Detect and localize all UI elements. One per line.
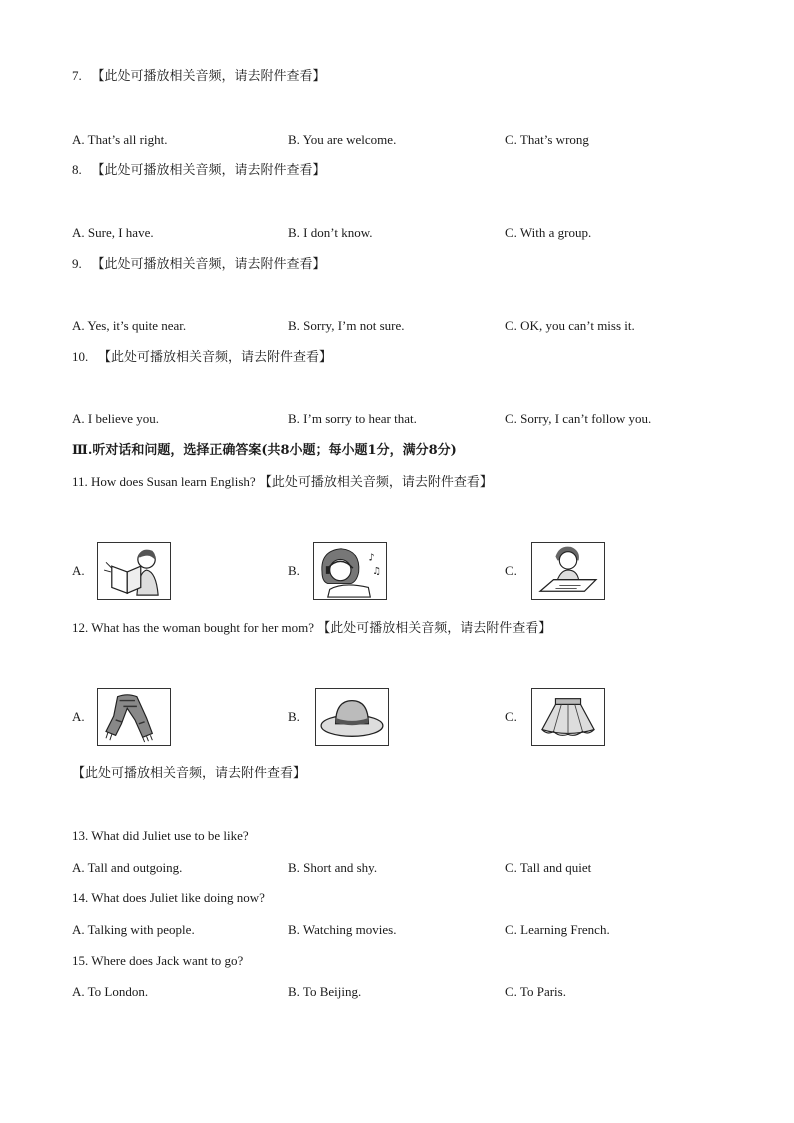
option-c-label: C. — [505, 709, 517, 724]
audio-note: 【此处可播放相关音频，请去附件查看】 — [258, 474, 493, 489]
option-b: B. You are welcome. — [288, 132, 397, 147]
question-12 — [72, 620, 551, 636]
question-14: 14. What does Juliet like doing now? — [72, 890, 265, 905]
audio-note: 【此处可播放相关音频，请去附件查看】 — [91, 68, 326, 83]
hat-icon — [316, 689, 388, 745]
option-b: B. I don’t know. — [288, 225, 373, 240]
option-a: A. Yes, it’s quite near. — [72, 318, 187, 333]
question-8 — [72, 162, 326, 178]
option-a: A. To London. — [72, 984, 149, 999]
svg-text:♫: ♫ — [372, 565, 381, 577]
question-text: 11. How does Susan learn English? — [72, 474, 256, 489]
question-7 — [72, 68, 326, 84]
girl-reading-book-icon — [98, 543, 170, 599]
option-a-label: A. — [72, 563, 85, 578]
option-a: A. That’s all right. — [72, 132, 168, 147]
option-c: C. Learning French. — [505, 922, 610, 937]
option-c: C. To Paris. — [505, 984, 566, 999]
audio-note: 【此处可播放相关音频，请去附件查看】 — [91, 256, 326, 271]
scarf-picture — [97, 688, 171, 746]
girl-writing-icon — [532, 543, 604, 599]
audio-note: 【此处可播放相关音频，请去附件查看】 — [317, 620, 552, 635]
option-a: A. I believe you. — [72, 411, 160, 426]
hat-picture — [315, 688, 389, 746]
option-b: B. Watching movies. — [288, 922, 397, 937]
girl-listening-music-icon — [314, 543, 386, 599]
girl-reading-book-picture — [97, 542, 171, 600]
skirt-icon — [532, 689, 604, 745]
option-a: A. Tall and outgoing. — [72, 860, 183, 875]
option-a-label: A. — [72, 709, 85, 724]
question-13: 13. What did Juliet use to be like? — [72, 828, 249, 843]
svg-text:♪: ♪ — [368, 552, 375, 564]
question-15: 15. Where does Jack want to go? — [72, 953, 244, 968]
section-heading: Ⅲ.听对话和问题，选择正确答案(共8小题；每小题1分，满分8分) — [72, 443, 457, 458]
option-c: C. Tall and quiet — [505, 860, 592, 875]
question-number: 10. — [72, 349, 89, 364]
question-11 — [72, 474, 493, 490]
option-a: A. Talking with people. — [72, 922, 195, 937]
option-c: C. Sorry, I can’t follow you. — [505, 411, 652, 426]
option-a: A. Sure, I have. — [72, 225, 154, 240]
option-b: B. Sorry, I’m not sure. — [288, 318, 405, 333]
question-10 — [72, 349, 332, 365]
option-c: C. OK, you can’t miss it. — [505, 318, 635, 333]
question-text: 12. What has the woman bought for her mom? — [72, 620, 315, 635]
audio-note: 【此处可播放相关音频，请去附件查看】 — [98, 349, 333, 364]
option-b: B. I’m sorry to hear that. — [288, 411, 417, 426]
audio-note: 【此处可播放相关音频，请去附件查看】 — [91, 162, 326, 177]
question-number: 8. — [72, 162, 82, 177]
question-number: 9. — [72, 256, 82, 271]
option-c-label: C. — [505, 563, 517, 578]
option-b-label: B. — [288, 563, 300, 578]
question-9 — [72, 256, 326, 272]
option-c: C. That’s wrong — [505, 132, 589, 147]
audio-note-13-15: 【此处可播放相关音频，请去附件查看】 — [72, 765, 307, 780]
option-b: B. Short and shy. — [288, 860, 378, 875]
scarf-icon — [98, 689, 170, 745]
option-b-label: B. — [288, 709, 300, 724]
option-c: C. With a group. — [505, 225, 592, 240]
girl-writing-picture — [531, 542, 605, 600]
option-b: B. To Beijing. — [288, 984, 362, 999]
question-number: 7. — [72, 68, 82, 83]
skirt-picture — [531, 688, 605, 746]
girl-listening-music-picture — [313, 542, 387, 600]
